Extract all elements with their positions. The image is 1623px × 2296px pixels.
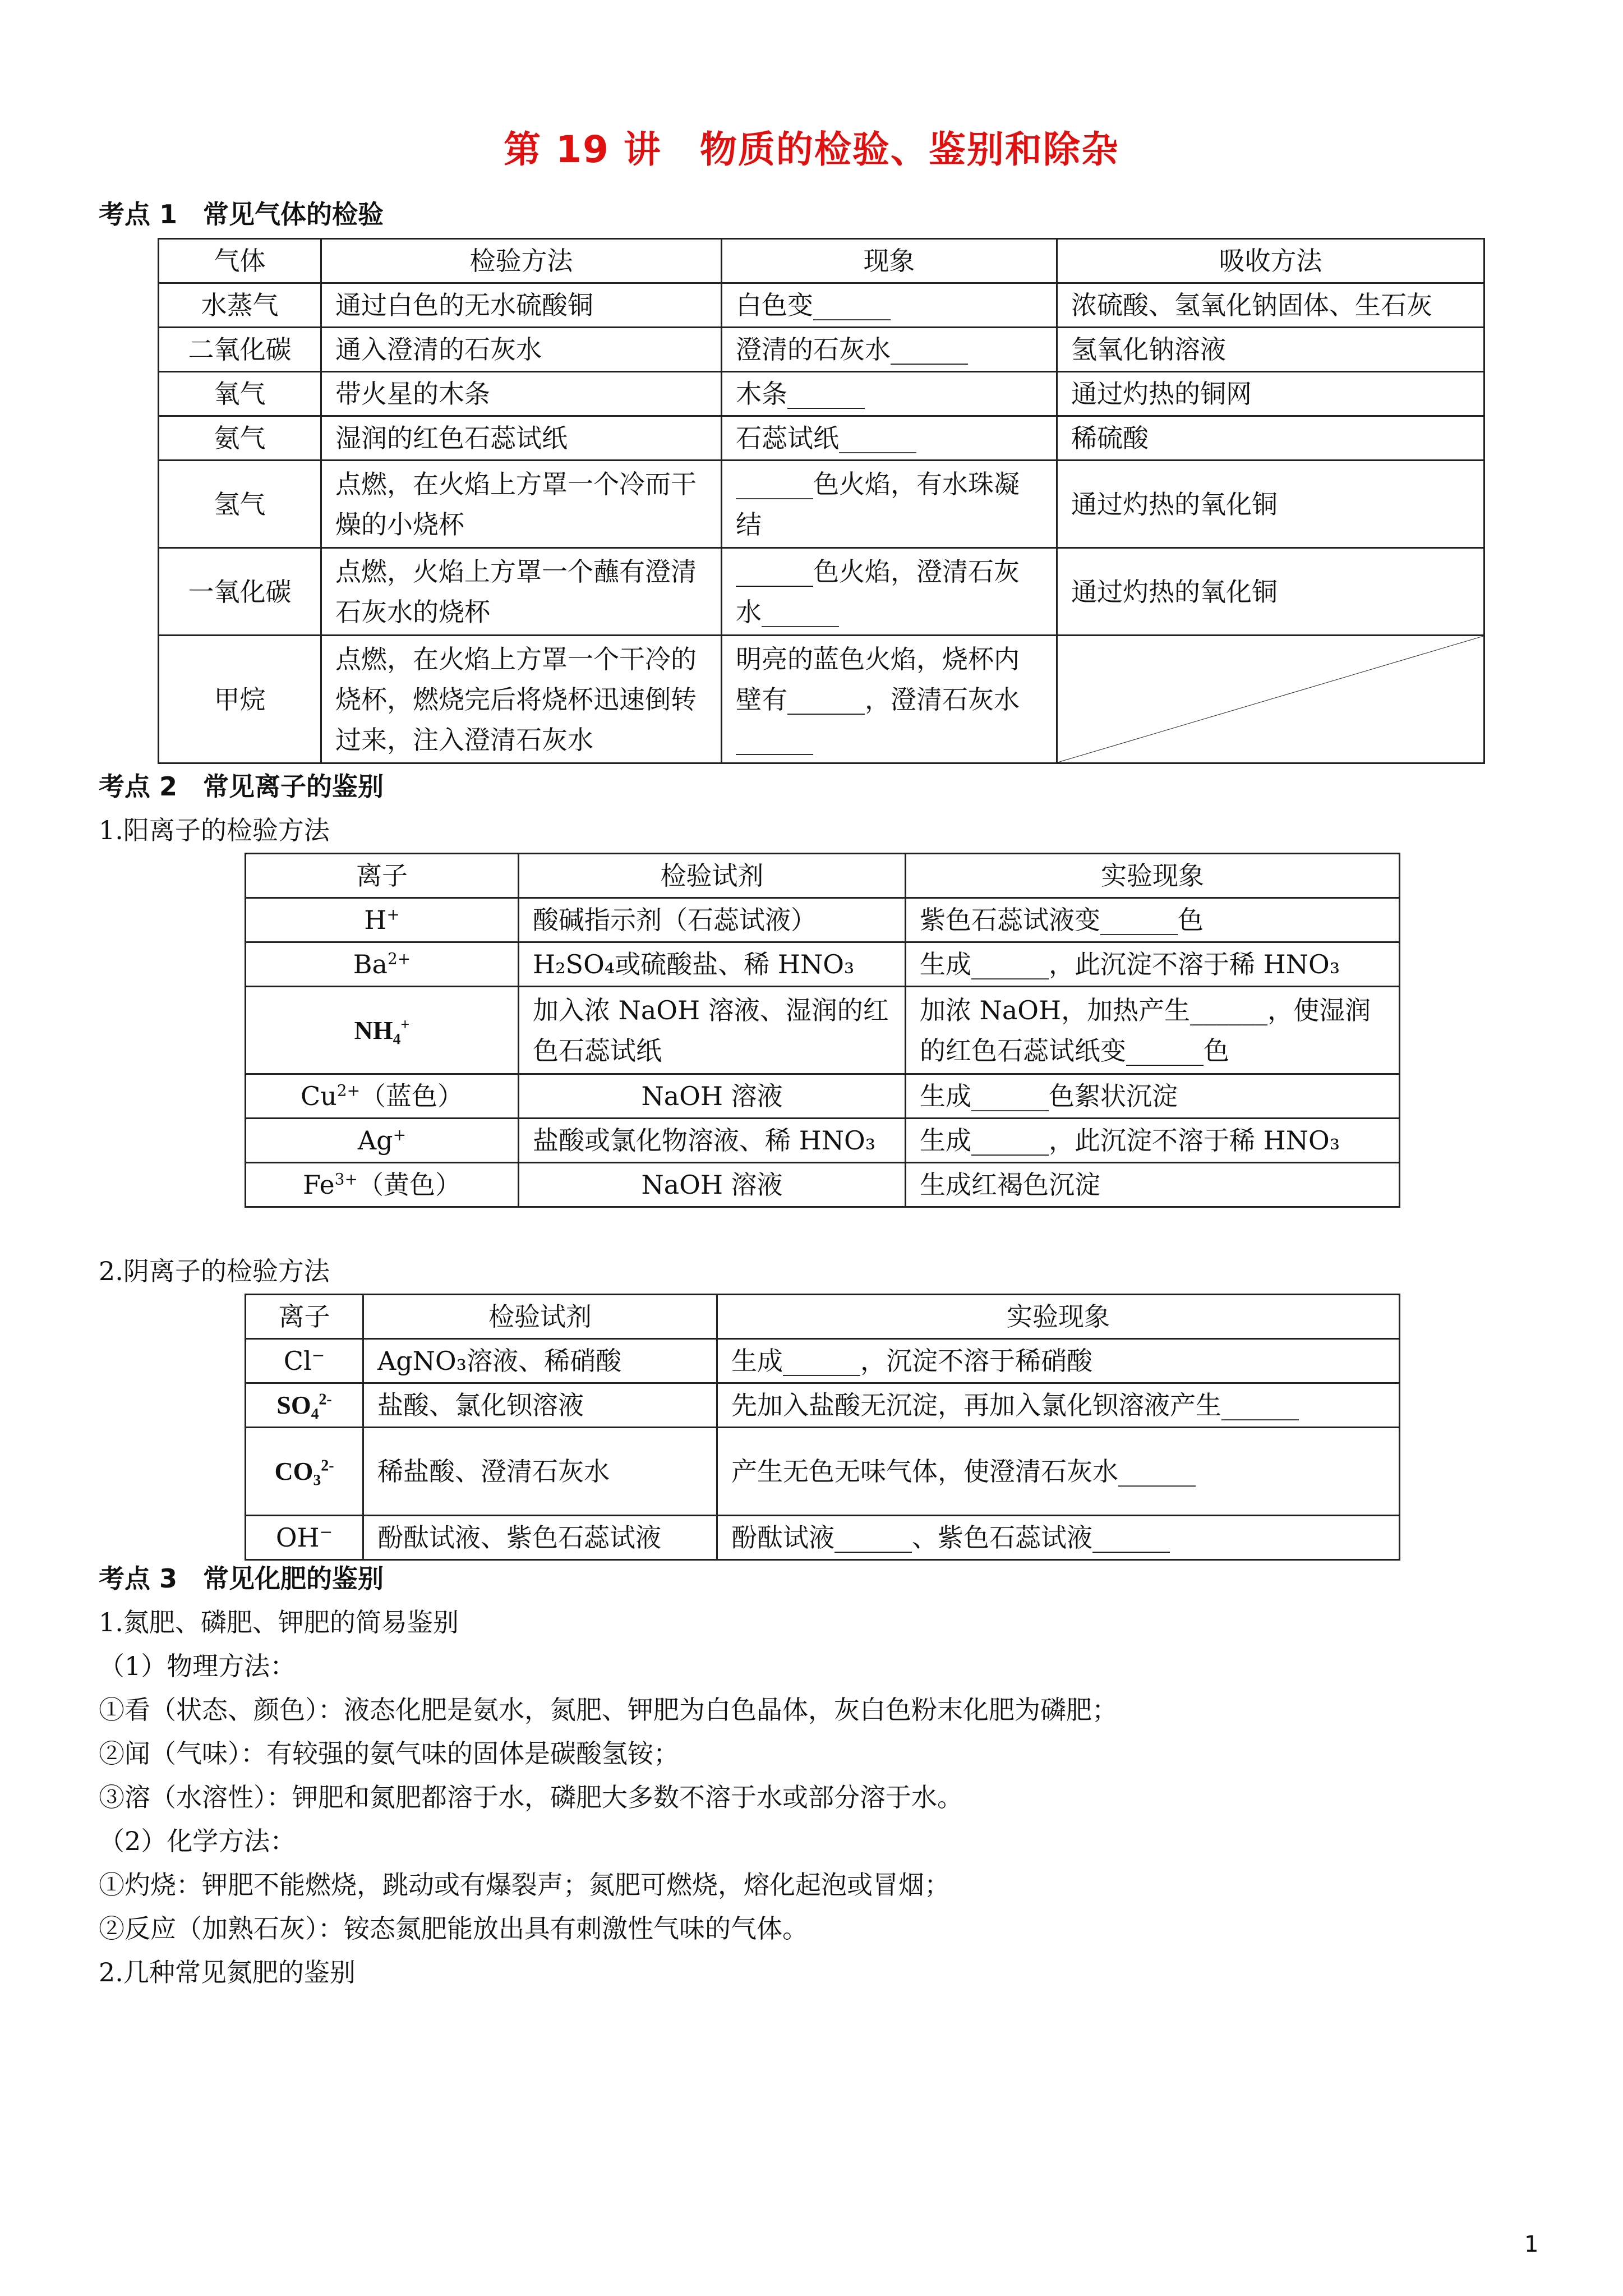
reagent-cell: NaOH 溶液 xyxy=(519,1163,906,1207)
table-row xyxy=(246,987,1400,1074)
gas-cell: 二氧化碳 xyxy=(159,328,321,372)
table-row xyxy=(159,328,1484,372)
phenomenon-cell: 生成______色絮状沉淀 xyxy=(906,1074,1400,1119)
paragraph-line: 2.几种常见氮肥的鉴别 xyxy=(99,1957,356,1987)
phenomenon-cell: ______色火焰，澄清石灰水______ xyxy=(722,548,1057,636)
ion-charge: 2- xyxy=(319,1391,332,1409)
ion-symbol: Ba xyxy=(353,949,388,979)
anion-subtitle: 2.阴离子的检验方法 xyxy=(99,1256,330,1286)
absorb-cell: 通过灼热的铜网 xyxy=(1057,372,1484,416)
method-cell: 点燃，在火焰上方罩一个干冷的烧杯，燃烧完后将烧杯迅速倒转过来，注入澄清石灰水 xyxy=(321,636,722,763)
header-cell: 现象 xyxy=(722,239,1057,283)
ion-charge: + xyxy=(393,1125,407,1144)
gas-test-table xyxy=(158,238,1485,764)
reagent-cell: 稀盐酸、澄清石灰水 xyxy=(363,1428,717,1516)
section2-heading: 考点 2 常见离子的鉴别 xyxy=(99,771,384,802)
header-cell: 离子 xyxy=(246,854,519,898)
reagent-cell: NaOH 溶液 xyxy=(519,1074,906,1119)
table-row xyxy=(246,1339,1400,1383)
table-header-row xyxy=(246,854,1400,898)
ion-symbol: SO₄ xyxy=(276,1391,319,1419)
paragraph-line: ②闻（气味）：有较强的氨气味的固体是碳酸氢铵； xyxy=(99,1738,679,1769)
paragraph-line: ①看（状态、颜色）：液态化肥是氨水，氮肥、钾肥为白色晶体，灰白色粉末化肥为磷肥； xyxy=(99,1695,1118,1725)
reagent-cell: 酸碱指示剂（石蕊试液） xyxy=(519,898,906,942)
gas-cell: 氨气 xyxy=(159,416,321,461)
method-cell: 带火星的木条 xyxy=(321,372,722,416)
header-cell: 检验方法 xyxy=(321,239,722,283)
table-row xyxy=(246,1383,1400,1428)
ion-cell xyxy=(246,1339,363,1383)
method-cell: 通过白色的无水硫酸铜 xyxy=(321,283,722,328)
paragraph-line: ②反应（加熟石灰）：铵态氮肥能放出具有刺激性气味的气体。 xyxy=(99,1913,808,1944)
table-row xyxy=(246,1516,1400,1560)
phenomenon-cell: 先加入盐酸无沉淀，再加入氯化钡溶液产生______ xyxy=(717,1383,1400,1428)
ion-symbol: Cu xyxy=(300,1081,337,1111)
absorb-cell: 稀硫酸 xyxy=(1057,416,1484,461)
table-header-row xyxy=(246,1295,1400,1339)
method-cell: 通入澄清的石灰水 xyxy=(321,328,722,372)
gas-cell: 水蒸气 xyxy=(159,283,321,328)
section3-heading: 考点 3 常见化肥的鉴别 xyxy=(99,1563,384,1594)
table-row xyxy=(246,942,1400,987)
table-header-row xyxy=(159,239,1484,283)
phenomenon-cell: ______色火焰，有水珠凝结 xyxy=(722,461,1057,548)
paragraph-line: （1）物理方法： xyxy=(99,1651,296,1681)
ion-charge: + xyxy=(386,905,400,924)
diagonal-line xyxy=(1058,636,1483,762)
ion-symbol: Fe xyxy=(303,1170,335,1200)
method-cell: 点燃，在火焰上方罩一个冷而干燥的小烧杯 xyxy=(321,461,722,548)
table-row xyxy=(246,1163,1400,1207)
reagent-cell: 酚酞试液、紫色石蕊试液 xyxy=(363,1516,717,1560)
absorb-cell: 浓硫酸、氢氧化钠固体、生石灰 xyxy=(1057,283,1484,328)
phenomenon-cell: 生成______，沉淀不溶于稀硝酸 xyxy=(717,1339,1400,1383)
paragraph-line: 1.氮肥、磷肥、钾肥的简易鉴别 xyxy=(99,1607,459,1637)
paragraph-line: （2）化学方法： xyxy=(99,1826,296,1856)
cation-table xyxy=(245,853,1400,1208)
gas-cell: 一氧化碳 xyxy=(159,548,321,636)
cation-subtitle: 1.阳离子的检验方法 xyxy=(99,815,330,845)
reagent-cell: 盐酸或氯化物溶液、稀 HNO₃ xyxy=(519,1119,906,1163)
ion-note: （黄色） xyxy=(357,1170,461,1200)
header-cell: 离子 xyxy=(246,1295,363,1339)
table-row xyxy=(246,1428,1400,1516)
ion-charge: 2+ xyxy=(336,1081,361,1100)
ion-cell xyxy=(246,1119,519,1163)
gas-cell: 氢气 xyxy=(159,461,321,548)
anion-table xyxy=(245,1294,1400,1561)
ion-charge: 3+ xyxy=(334,1170,358,1189)
page-title: 第 19 讲 物质的检验、鉴别和除杂 xyxy=(504,128,1119,171)
section1-heading: 考点 1 常见气体的检验 xyxy=(99,199,384,229)
header-cell: 气体 xyxy=(159,239,321,283)
ion-symbol: CO₃ xyxy=(274,1457,321,1485)
phenomenon-cell: 紫色石蕊试液变______色 xyxy=(906,898,1400,942)
ion-cell xyxy=(246,1428,363,1516)
empty-diagonal-cell xyxy=(1057,636,1484,763)
ion-cell xyxy=(246,1383,363,1428)
table-row xyxy=(159,461,1484,548)
ion-symbol: Cl xyxy=(283,1346,312,1376)
ion-symbol: NH₄ xyxy=(354,1015,401,1045)
paragraph-line: ①灼烧：钾肥不能燃烧，跳动或有爆裂声；氮肥可燃烧，熔化起泡或冒烟； xyxy=(99,1870,950,1900)
ion-symbol: H xyxy=(364,905,387,935)
page-number: 1 xyxy=(1524,2231,1539,2257)
phenomenon-cell: 白色变______ xyxy=(722,283,1057,328)
ion-charge: + xyxy=(400,1016,410,1034)
ion-charge: − xyxy=(311,1346,325,1365)
absorb-cell: 通过灼热的氧化铜 xyxy=(1057,461,1484,548)
phenomenon-cell: 明亮的蓝色火焰，烧杯内壁有______，澄清石灰水______ xyxy=(722,636,1057,763)
reagent-cell: 加入浓 NaOH 溶液、湿润的红色石蕊试纸 xyxy=(519,987,906,1074)
paragraph-line: ③溶（水溶性）：钾肥和氮肥都溶于水，磷肥大多数不溶于水或部分溶于水。 xyxy=(99,1782,963,1812)
phenomenon-cell: 生成______，此沉淀不溶于稀 HNO₃ xyxy=(906,942,1400,987)
table-row xyxy=(246,1074,1400,1119)
ion-symbol: OH xyxy=(275,1522,320,1553)
ion-cell xyxy=(246,987,519,1074)
phenomenon-cell: 生成______，此沉淀不溶于稀 HNO₃ xyxy=(906,1119,1400,1163)
header-cell: 实验现象 xyxy=(717,1295,1400,1339)
ion-cell xyxy=(246,1516,363,1560)
table-row xyxy=(159,416,1484,461)
phenomenon-cell: 石蕊试纸______ xyxy=(722,416,1057,461)
header-cell: 吸收方法 xyxy=(1057,239,1484,283)
reagent-cell: 盐酸、氯化钡溶液 xyxy=(363,1383,717,1428)
reagent-cell: AgNO₃溶液、稀硝酸 xyxy=(363,1339,717,1383)
phenomenon-cell: 产生无色无味气体，使澄清石灰水______ xyxy=(717,1428,1400,1516)
reagent-cell: H₂SO₄或硫酸盐、稀 HNO₃ xyxy=(519,942,906,987)
ion-symbol: Ag xyxy=(357,1125,393,1156)
header-cell: 检验试剂 xyxy=(519,854,906,898)
method-cell: 湿润的红色石蕊试纸 xyxy=(321,416,722,461)
ion-cell xyxy=(246,1074,519,1119)
table-row xyxy=(159,372,1484,416)
phenomenon-cell: 酚酞试液______、紫色石蕊试液______ xyxy=(717,1516,1400,1560)
phenomenon-cell: 木条______ xyxy=(722,372,1057,416)
gas-cell: 氧气 xyxy=(159,372,321,416)
ion-charge: 2- xyxy=(321,1457,334,1475)
absorb-cell: 氢氧化钠溶液 xyxy=(1057,328,1484,372)
gas-cell: 甲烷 xyxy=(159,636,321,763)
phenomenon-cell: 澄清的石灰水______ xyxy=(722,328,1057,372)
ion-cell xyxy=(246,898,519,942)
table-row xyxy=(159,283,1484,328)
table-row xyxy=(246,898,1400,942)
ion-cell xyxy=(246,942,519,987)
table-row xyxy=(246,1119,1400,1163)
ion-charge: 2+ xyxy=(387,949,411,968)
ion-charge: − xyxy=(319,1522,333,1542)
absorb-cell: 通过灼热的氧化铜 xyxy=(1057,548,1484,636)
table-row xyxy=(159,636,1484,763)
header-cell: 实验现象 xyxy=(906,854,1400,898)
table-row xyxy=(159,548,1484,636)
header-cell: 检验试剂 xyxy=(363,1295,717,1339)
ion-cell xyxy=(246,1163,519,1207)
method-cell: 点燃，火焰上方罩一个蘸有澄清石灰水的烧杯 xyxy=(321,548,722,636)
phenomenon-cell: 生成红褐色沉淀 xyxy=(906,1163,1400,1207)
ion-note: （蓝色） xyxy=(360,1081,464,1111)
phenomenon-cell: 加浓 NaOH，加热产生______，使湿润的红色石蕊试纸变______色 xyxy=(906,987,1400,1074)
